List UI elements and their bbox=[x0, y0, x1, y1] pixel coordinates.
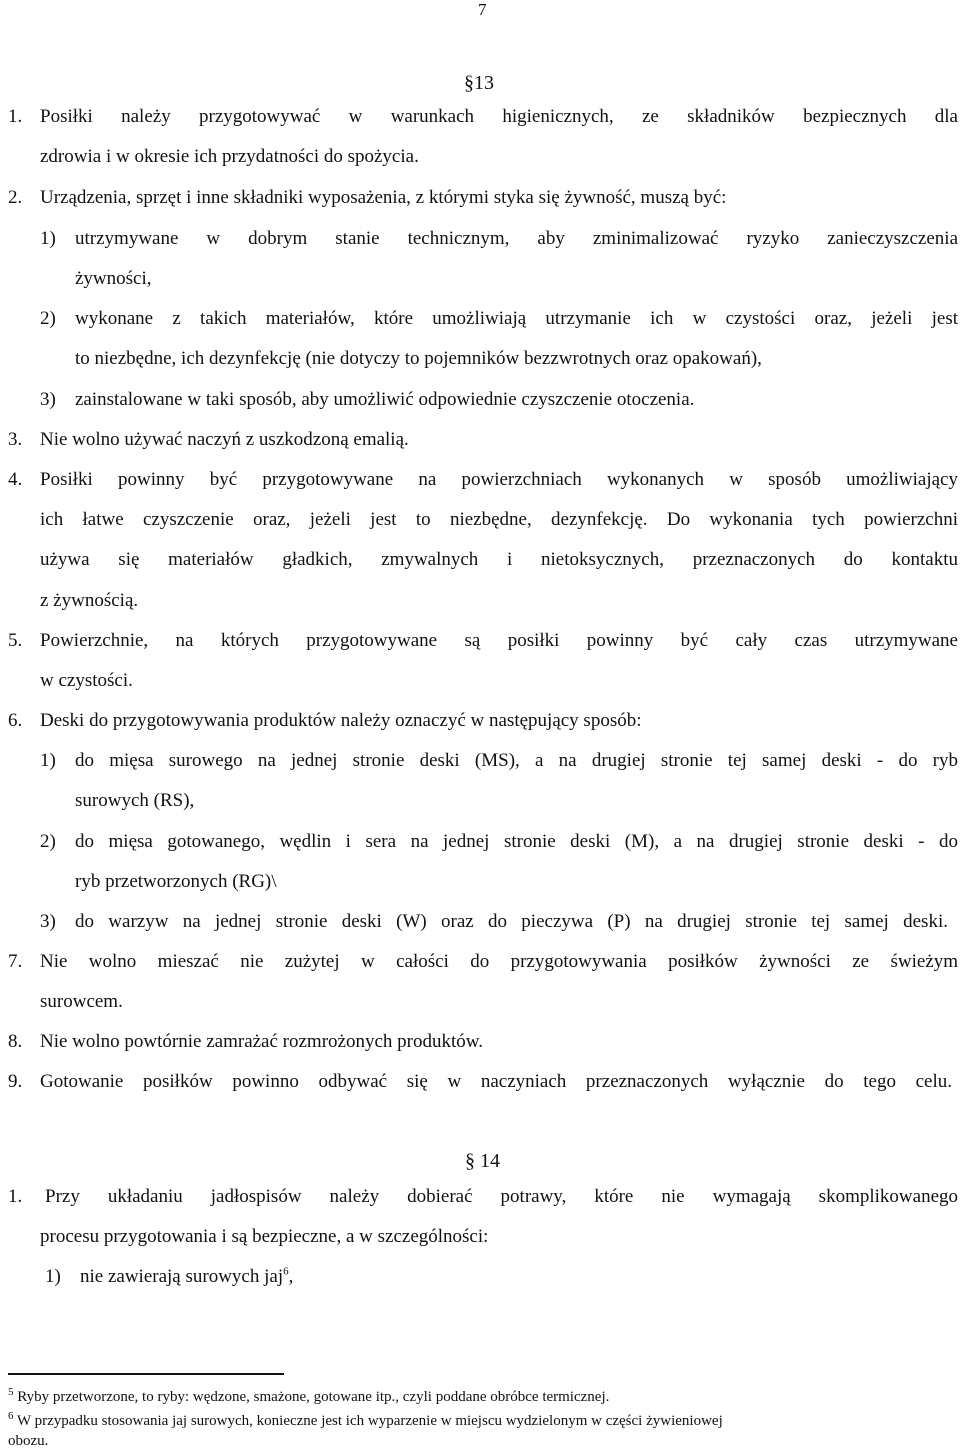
item-9-number: 9. bbox=[8, 1071, 23, 1092]
item-1-line-1: Posiłki należy przygotowywać w warunkach higienicznych, ze składników bezpiecznych dla bbox=[40, 106, 958, 127]
item-2-1-line-2: żywności, bbox=[75, 268, 152, 289]
item-6-3-number: 3) bbox=[40, 911, 56, 932]
item-2-1-line-1: utrzymywane w dobrym stanie technicznym, aby zminimalizować ryzyko zanieczyszczenia bbox=[75, 228, 958, 249]
item-6-2-line-1: do mięsa gotowanego, wędlin i sera na jednej stronie deski (M), a na drugiej stronie deski - do bbox=[75, 831, 958, 852]
item-2-3-line-1: zainstalowane w taki sposób, aby umożliwić odpowiednie czyszczenie otoczenia. bbox=[75, 389, 695, 410]
item-6-2-number: 2) bbox=[40, 831, 56, 852]
sec14-item-1-1-number: 1) bbox=[45, 1266, 61, 1287]
sec14-item-1-line-2: procesu przygotowania i są bezpieczne, a w szczególności: bbox=[40, 1226, 489, 1247]
item-4-line-4: z żywnością. bbox=[40, 590, 139, 611]
sec14-item-1-number: 1. bbox=[8, 1186, 23, 1207]
item-6-1-number: 1) bbox=[40, 750, 56, 771]
item-9-line-1: Gotowanie posiłków powinno odbywać się w naczyniach przeznaczonych wyłącznie do tego celu. bbox=[40, 1071, 952, 1092]
footnote-6-line-2: obozu. bbox=[8, 1433, 49, 1449]
item-2-2-number: 2) bbox=[40, 308, 56, 329]
item-2-line-1: Urządzenia, sprzęt i inne składniki wyposażenia, z którymi styka się żywność, muszą być: bbox=[40, 187, 727, 208]
item-6-1-line-1: do mięsa surowego na jednej stronie deski (MS), a na drugiej stronie tej samej deski - do ryb bbox=[75, 750, 958, 771]
footnote-5 bbox=[8, 1388, 609, 1406]
item-8-number: 8. bbox=[8, 1031, 23, 1052]
item-6-1-line-2: surowych (RS), bbox=[75, 790, 195, 811]
section-13-heading: §13 bbox=[464, 72, 494, 94]
footnote-6 bbox=[8, 1412, 723, 1430]
item-6-2-line-2: ryb przetworzonych (RG)\ bbox=[75, 871, 277, 892]
item-4-number: 4. bbox=[8, 469, 23, 490]
item-2-2-line-1: wykonane z takich materiałów, które umożliwiają utrzymanie ich w czystości oraz, jeżeli jest bbox=[75, 308, 958, 329]
item-2-2-line-2: to niezbędne, ich dezynfekcję (nie dotyczy to pojemników bezzwrotnych oraz opakowań), bbox=[75, 348, 762, 369]
item-4-line-1: Posiłki powinny być przygotowywane na powierzchniach wykonanych w sposób umożliwiający bbox=[40, 469, 958, 490]
item-2-number: 2. bbox=[8, 187, 23, 208]
sec14-item-1-1-tail: , bbox=[288, 1266, 294, 1287]
item-5-number: 5. bbox=[8, 630, 23, 651]
item-7-line-2: surowcem. bbox=[40, 991, 123, 1012]
item-7-number: 7. bbox=[8, 951, 23, 972]
footnote-6-line-1: W przypadku stosowania jaj surowych, konieczne jest ich wyparzenie w miejscu wydzielonym w części żywieniowej bbox=[16, 1413, 723, 1429]
section-14-heading: § 14 bbox=[465, 1150, 500, 1172]
footnote-6-marker: 6 bbox=[8, 1410, 14, 1422]
item-1-line-2: zdrowia i w okresie ich przydatności do spożycia. bbox=[40, 146, 419, 167]
item-4-line-2: ich łatwe czyszczenie oraz, jeżeli jest to niezbędne, dezynfekcję. Do wykonania tych powierzchni bbox=[40, 509, 958, 530]
footnote-5-marker: 5 bbox=[8, 1386, 14, 1398]
item-1-number: 1. bbox=[8, 106, 23, 127]
sec14-item-1-line-1: Przy układaniu jadłospisów należy dobierać potrawy, które nie wymagają skomplikowanego bbox=[45, 1186, 958, 1207]
item-4-line-3: używa się materiałów gładkich, zmywalnych i nietoksycznych, przeznaczonych do kontaktu bbox=[40, 549, 958, 570]
sec14-item-1-1-line bbox=[80, 1266, 293, 1288]
item-3-line-1: Nie wolno używać naczyń z uszkodzoną emalią. bbox=[40, 429, 409, 450]
page-number: 7 bbox=[478, 0, 487, 19]
item-2-3-number: 3) bbox=[40, 389, 56, 410]
item-7-line-1: Nie wolno mieszać nie zużytej w całości do przygotowywania posiłków żywności ze świeżym bbox=[40, 951, 958, 972]
item-6-3-line-1: do warzyw na jednej stronie deski (W) oraz do pieczywa (P) na drugiej stronie tej samej deski. bbox=[75, 911, 948, 932]
item-6-number: 6. bbox=[8, 710, 23, 731]
item-8-line-1: Nie wolno powtórnie zamrażać rozmrożonych produktów. bbox=[40, 1031, 484, 1052]
footnote-5-text: Ryby przetworzone, to ryby: wędzone, smażone, gotowane itp., czyli poddane obróbce termicznej. bbox=[17, 1389, 610, 1405]
item-5-line-1: Powierzchnie, na których przygotowywane są posiłki powinny być cały czas utrzymywane bbox=[40, 630, 958, 651]
item-6-line-1: Deski do przygotowywania produktów należy oznaczyć w następujący sposób: bbox=[40, 710, 642, 731]
sec14-item-1-1-text: nie zawierają surowych jaj bbox=[80, 1266, 284, 1287]
footnote-ref-6: 6 bbox=[283, 1265, 289, 1278]
item-2-1-number: 1) bbox=[40, 228, 56, 249]
item-5-line-2: w czystości. bbox=[40, 670, 133, 691]
item-3-number: 3. bbox=[8, 429, 23, 450]
footnote-separator bbox=[8, 1373, 284, 1375]
